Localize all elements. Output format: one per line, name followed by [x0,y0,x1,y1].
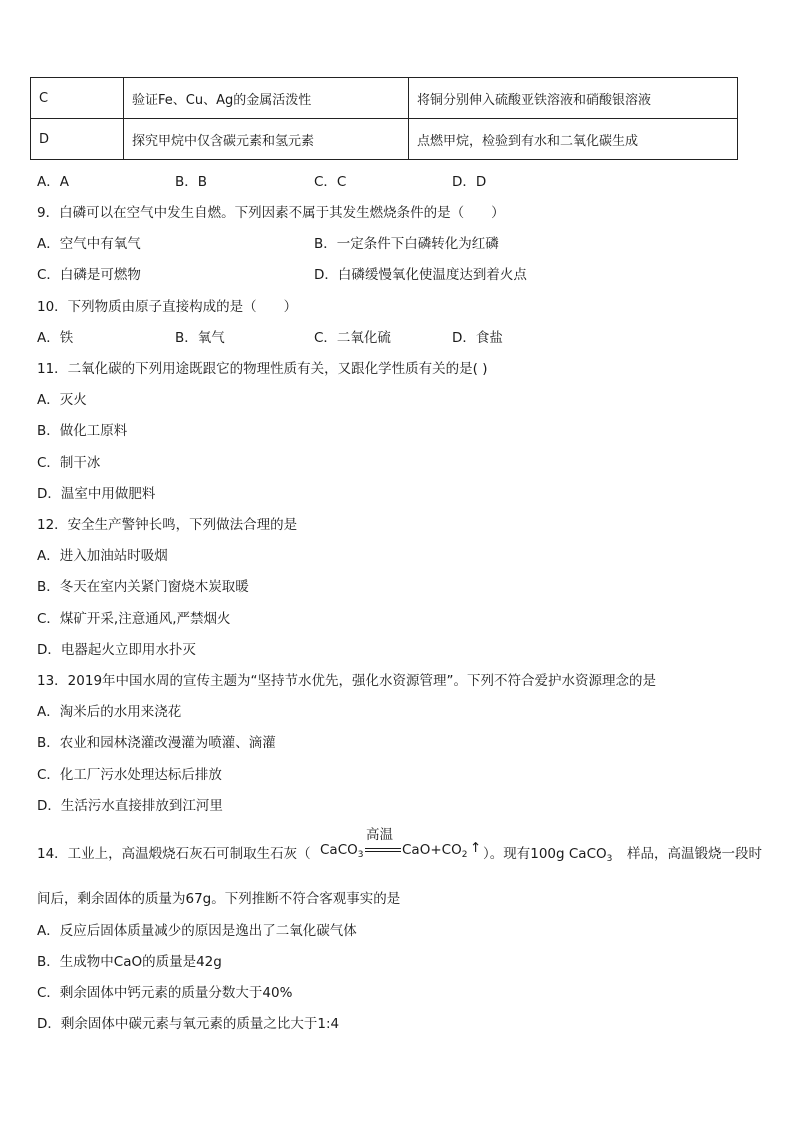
q10-choice-b: B．氧气 [175,330,225,346]
table-cell-purpose: 验证Fe、Cu、Ag的金属活泼性 [124,78,409,119]
q10-choice-d: D．食盐 [452,330,503,346]
q14-choice-a: A．反应后固体质量减少的原因是逸出了二氧化碳气体 [37,923,357,939]
q13-choice-b: B．农业和园林浇灌改漫灌为喷灌、滴灌 [37,735,276,751]
q13-choice-d: D．生活污水直接排放到江河里 [37,798,223,814]
q10-choice-c: C．二氧化硫 [314,330,391,346]
q11-choice-d: D．温室中用做肥料 [37,486,156,502]
experiment-table [30,77,738,160]
table-row [31,119,738,160]
table-cell-method: 点燃甲烷，检验到有水和二氧化碳生成 [409,119,738,160]
q11-choice-c: C．制干冰 [37,455,101,471]
gas-arrow-icon: ↑ [470,840,482,856]
table-cell-option: C [31,78,124,119]
q14-choice-b: B．生成物中CaO的质量是42g [37,954,222,970]
q12-choice-b: B．冬天在室内关紧门窗烧木炭取暖 [37,579,249,595]
q14-stem-end: 样品，高温锻烧一段时 [627,846,762,862]
q10-choice-a: A．铁 [37,330,74,346]
q8-choice-c: C．C [314,174,347,190]
q9-choice-a: A．空气中有氧气 [37,236,141,252]
q13-choice-c: C．化工厂污水处理达标后排放 [37,767,222,783]
equation-bar-bottom [365,851,401,852]
q12-choice-c: C．煤矿开采,注意通风,严禁烟火 [37,611,231,627]
q11-choice-a: A．灭火 [37,392,87,408]
q8-choice-d: D．D [452,174,487,190]
q14-reactant: CaCO$_3$ [320,842,364,860]
q14-product: $CaO+CO_2$ [402,842,468,860]
q14-stem-start: 14．工业上，高温煅烧石灰石可制取生石灰（ [37,846,311,862]
q12-choice-a: A．进入加油站时吸烟 [37,548,168,564]
q11-choice-b: B．做化工原料 [37,423,128,439]
q14-choice-c: C．剩余固体中钙元素的质量分数大于40% [37,985,293,1001]
q9-choice-d: D．白磷缓慢氧化使温度达到着火点 [314,267,527,283]
q8-choice-b: B．B [175,174,208,190]
q13-stem: 13．2019年中国水周的宣传主题为“坚持节水优先，强化水资源管理”。下列不符合爱护水资源理念的是 [37,673,657,689]
q14-stem-line2: 间后，剩余固体的质量为67g。下列推断不符合客观事实的是 [37,891,401,907]
table-cell-purpose: 探究甲烷中仅含碳元素和氢元素 [124,119,409,160]
q9-choice-b: B．一定条件下白磷转化为红磷 [314,236,499,252]
q13-choice-a: A．淘米后的水用来浇花 [37,704,182,720]
q14-stem-mid: ）。现有100g CaCO$_3$ [483,846,613,864]
table-cell-method: 将铜分别伸入硫酸亚铁溶液和硝酸银溶液 [409,78,738,119]
table-row [31,78,738,119]
table-cell-option: D [31,119,124,160]
q12-stem: 12．安全生产警钟长鸣，下列做法合理的是 [37,517,298,533]
q12-choice-d: D．电器起火立即用水扑灭 [37,642,196,658]
q9-choice-c: C．白磷是可燃物 [37,267,141,283]
q8-choice-a: A．A [37,174,69,190]
q14-condition: 高温 [366,827,393,843]
q14-choice-d: D．剩余固体中碳元素与氧元素的质量之比大于1:4 [37,1016,340,1032]
q9-stem: 9．白磷可以在空气中发生自燃。下列因素不属于其发生燃烧条件的是（ ） [37,205,505,221]
equation-bar-top [365,848,401,849]
q10-stem: 10．下列物质由原子直接构成的是（ ） [37,299,298,315]
q11-stem: 11．二氧化碳的下列用途既跟它的物理性质有关，又跟化学性质有关的是( ) [37,361,488,377]
